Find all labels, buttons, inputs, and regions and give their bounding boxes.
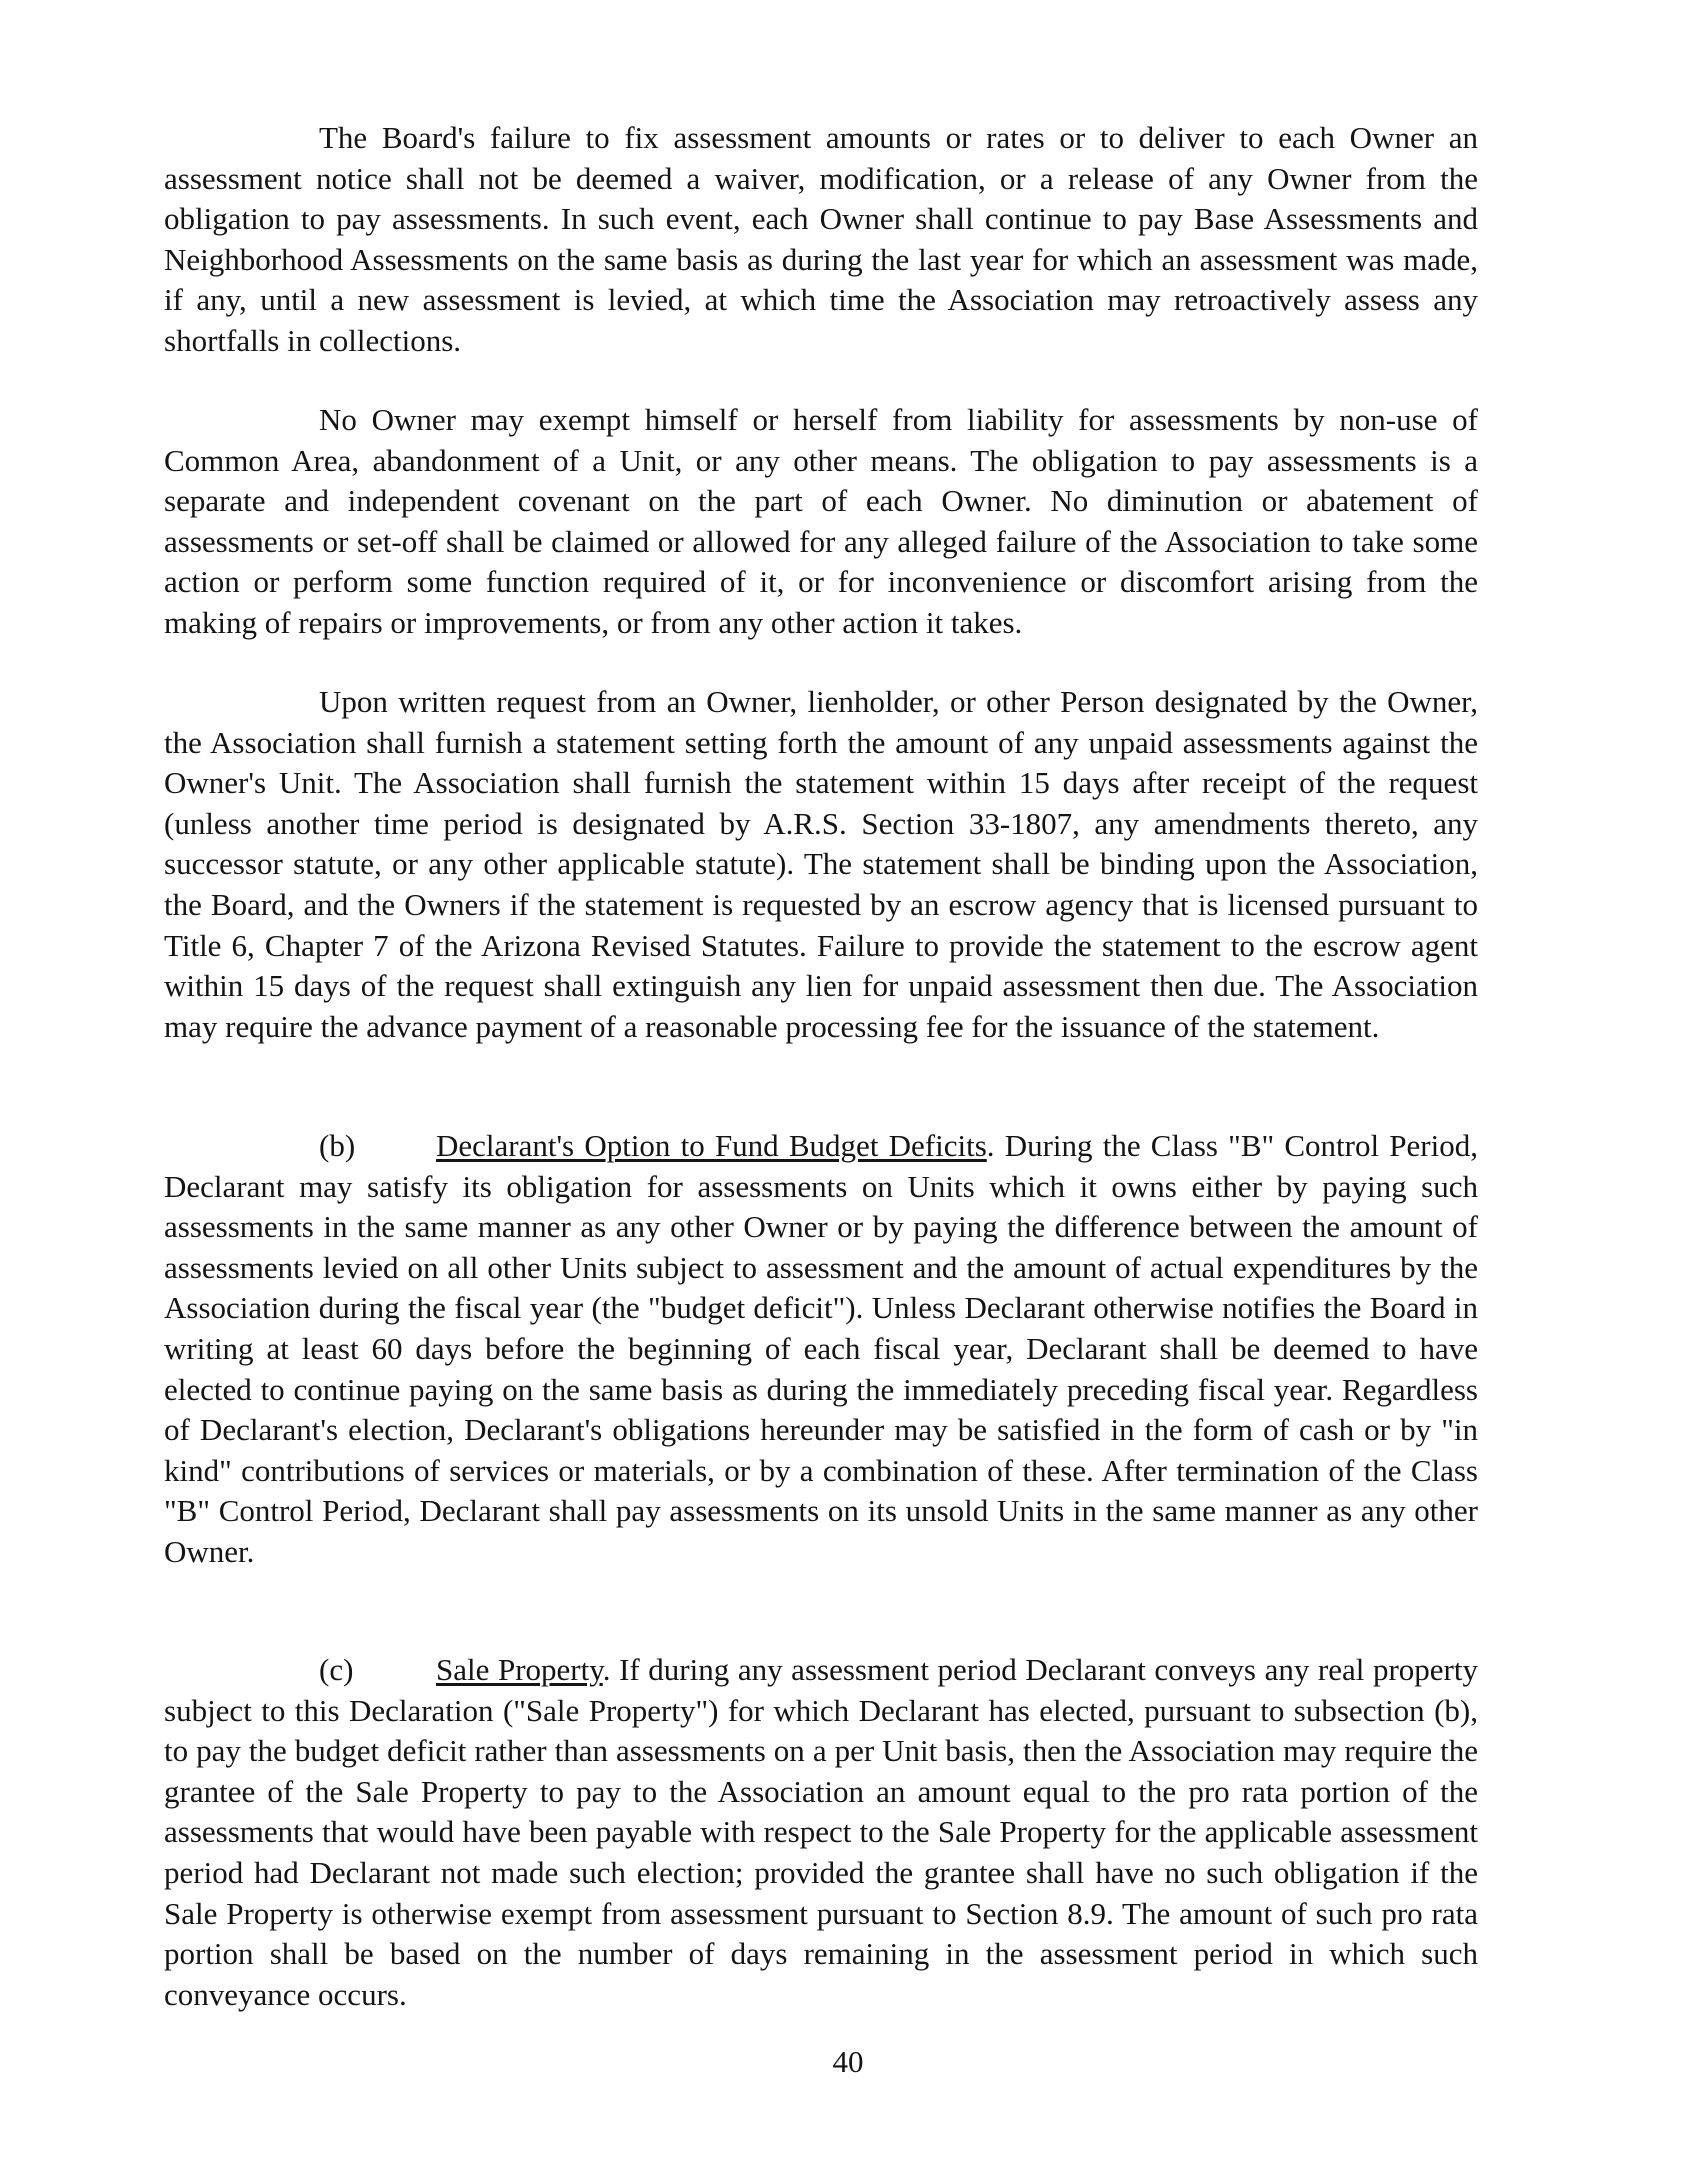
subsection-c [164,1650,1478,2015]
subsection-b [164,1126,1478,1573]
paragraph-board-failure [164,118,1478,362]
subsection-marker: (b) [319,1128,356,1163]
subsection-heading: Declarant's Option to Fund Budget Deficits [436,1128,987,1163]
subsection-heading: Sale Property [436,1652,603,1687]
subsection-c-text [164,1650,1478,2015]
subsection-marker: (c) [319,1652,354,1687]
subsection-body: . If during any assessment period Declarant conveys any real property subject to this Declaration ("Sale Property") for which Declarant has elected, pursuant to subsection (b), to pay the budget deficit rather than assessments on a per Unit basis, then the Association may require the grantee of the Sale Property to pay to the Association an amount equal to the pro rata portion of the assessments that would have been payable with respect to the Sale Property for the applicable assessment period had Declarant not made such election; provided the grantee shall have no such obligation if the Sale Property is otherwise exempt from assessment pursuant to Section 8.9. The amount of such pro rata portion shall be based on the number of days remaining in the assessment period in which such conveyance occurs. [164,1652,1478,2012]
paragraph-statement-request [164,682,1478,1047]
subsection-body: . During the Class "B" Control Period, Declarant may satisfy its obligation for assessments on Units which it owns either by paying such assessments in the same manner as any other Owner or by paying the difference between the amount of assessments levied on all other Units subject to assessment and the amount of actual expenditures by the Association during the fiscal year (the "budget deficit"). Unless Declarant otherwise notifies the Board in writing at least 60 days before the beginning of each fiscal year, Declarant shall be deemed to have elected to continue paying on the same basis as during the immediately preceding fiscal year. Regardless of Declarant's election, Declarant's obligations hereunder may be satisfied in the form of cash or by "in kind" contributions of services or materials, or by a combination of these. After termination of the Class "B" Control Period, Declarant shall pay assessments on its unsold Units in the same manner as any other Owner. [164,1128,1478,1569]
paragraph-text: No Owner may exempt himself or herself from liability for assessments by non-use of Common Area, abandonment of a Unit, or any other means. The obligation to pay assessments is a separate and independent covenant on the part of each Owner. No diminution or abatement of assessments or set-off shall be claimed or allowed for any alleged failure of the Association to take some action or perform some function required of it, or for inconvenience or discomfort arising from the making of repairs or improvements, or from any other action it takes. [164,402,1478,640]
paragraph-text: Upon written request from an Owner, lienholder, or other Person designated by the Owner, the Association shall furnish a statement setting forth the amount of any unpaid assessments against the Owner's Unit. The Association shall furnish the statement within 15 days after receipt of the request (unless another time period is designated by A.R.S. Section 33-1807, any amendments thereto, any successor statute, or any other applicable statute). The statement shall be binding upon the Association, the Board, and the Owners if the statement is requested by an escrow agency that is licensed pursuant to Title 6, Chapter 7 of the Arizona Revised Statutes. Failure to provide the statement to the escrow agent within 15 days of the request shall extinguish any lien for unpaid assessment then due. The Association may require the advance payment of a reasonable processing fee for the issuance of the statement. [164,684,1478,1044]
paragraph-no-exemption [164,400,1478,644]
page-number: 40 [832,2044,864,2079]
paragraph-text: The Board's failure to fix assessment amounts or rates or to deliver to each Owner an assessment notice shall not be deemed a waiver, modification, or a release of any Owner from the obligation to pay assessments. In such event, each Owner shall continue to pay Base Assessments and Neighborhood Assessments on the same basis as during the last year for which an assessment was made, if any, until a new assessment is levied, at which time the Association may retroactively assess any shortfalls in collections. [164,120,1478,358]
subsection-b-text [164,1126,1478,1573]
